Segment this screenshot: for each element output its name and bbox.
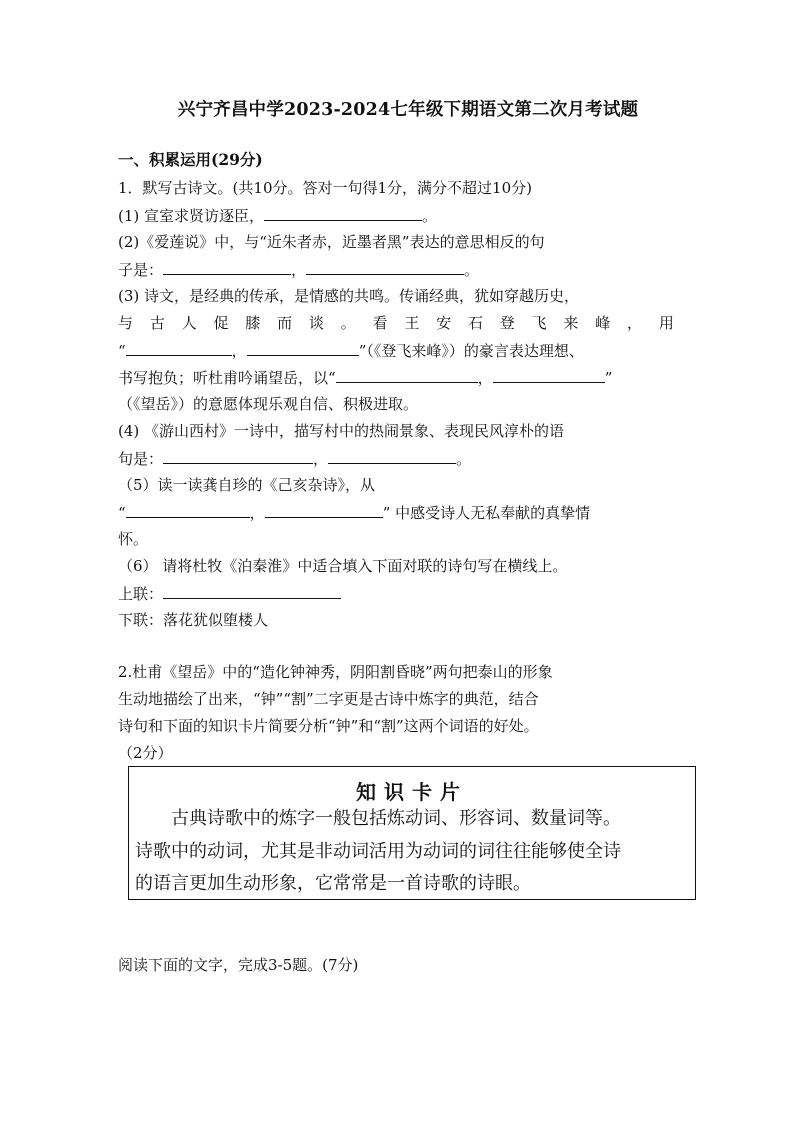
q1-part5-line2 [118,502,590,523]
knowledge-card [128,766,696,900]
q1-part2-line1: (2)《爱莲说》中，与“近朱者赤，近墨者黑”表达的意思相反的句 [118,233,545,251]
q1-part3-line5: （《望岳》）的意愿体现乐观自信、积极进取。 [118,395,419,413]
answer-blank[interactable] [264,205,422,221]
q1-part4-comma: ， [313,450,329,468]
spaced-char: ， [627,314,643,332]
q1-part2-label: 子是： [118,261,164,279]
q1-part1-text: (1) 宣室求贤访逐臣， [118,207,265,225]
spaced-char: 王 [404,314,420,332]
answer-blank[interactable] [306,259,464,275]
q1-part1 [118,205,437,226]
spaced-char: 膝 [245,314,261,332]
knowledge-card-line2: 诗歌中的动词，尤其是非动词活用为动词的词往往能够使全诗 [135,841,621,862]
answer-blank[interactable] [328,448,456,464]
page-title: 兴宁齐昌中学2023-2024七年级下期语文第二次月考试题 [177,100,639,120]
q1-part2-end: 。 [464,261,480,279]
q1-part4-line1: (4) 《游山西村》一诗中，描写村中的热闹景象、表现民风淳朴的语 [118,422,565,440]
spaced-char: 谈 [308,314,324,332]
reading-instruction: 阅读下面的文字，完成3-5题。(7分) [118,956,359,974]
spaced-char: 用 [658,314,674,332]
q1-part4-line2 [118,448,471,469]
q1-part1-end: 。 [422,207,438,225]
answer-blank[interactable] [163,448,313,464]
answer-blank[interactable] [126,340,232,356]
q1-part4-label: 句是： [118,450,164,468]
q1-part2-line2 [118,259,479,280]
q1-part3-line1: (3) 诗文，是经典的传承，是情感的共鸣。传诵经典，犹如穿越历史， [118,287,580,305]
q1-part3-line3 [118,340,584,361]
spaced-char: 看 [372,314,388,332]
spaced-char: 登 [499,314,515,332]
q2-line2: 生动地描绘了出来，“钟”“割”二字更是古诗中炼字的典范，结合 [118,690,539,708]
answer-blank[interactable] [163,259,291,275]
answer-blank[interactable] [336,367,478,383]
spaced-char: 与 [118,314,134,332]
q1-part3-line4 [118,367,612,388]
knowledge-card-title: 知识卡片 [356,780,468,804]
q2-line3: 诗句和下面的知识卡片简要分析“钟”和“割”这两个词语的好处。 [118,717,539,735]
q1-part3-line3-tail: ”（《登飞来峰》）的豪言表达理想、 [358,342,584,360]
q1-part3-line4-text: 书写抱负；听杜甫吟诵望岳，以“ [118,369,336,387]
spaced-char: 人 [181,314,197,332]
q2-line1: 2.杜甫《望岳》中的“造化钟神秀，阴阳割昏晓”两句把泰山的形象 [118,663,553,681]
spaced-char: 古 [149,314,165,332]
answer-blank[interactable] [247,340,359,356]
q1-intro: 1．默写古诗文。(共10分。答对一句得1分，满分不超过10分) [118,179,532,197]
knowledge-card-line3: 的语言更加生动形象，它常常是一首诗歌的诗眼。 [135,873,531,894]
q1-part6-line2 [118,583,341,604]
lower-couplet: 下联：落花犹似堕楼人 [118,611,269,629]
q1-part6-line1: （6） 请将杜牧《泊秦淮》中适合填入下面对联的诗句写在横线上。 [118,557,568,575]
quote-open: “ [118,504,126,522]
spaced-char: 。 [340,314,356,332]
q2-line4: （2分） [118,744,173,762]
answer-blank[interactable] [163,583,341,599]
q1-part5-comma: ， [249,504,265,522]
q1-part5-line2-tail: ” 中感受诗人无私奉献的真挚情 [382,504,591,522]
answer-blank[interactable] [265,502,383,518]
section-heading: 一、积累运用(29分) [118,150,263,169]
spaced-char: 促 [213,314,229,332]
q1-part5-line3: 怀。 [118,530,149,548]
q1-part5-line1: （5）读一读龚自珍的《己亥杂诗》，从 [118,476,376,494]
spaced-char: 来 [563,314,579,332]
q1-part3-comma: ， [231,342,247,360]
knowledge-card-line1: 古典诗歌中的炼字一般包括炼动词、形容词、数量词等。 [171,808,621,829]
spaced-char: 而 [277,314,293,332]
answer-blank[interactable] [493,367,605,383]
q1-part3-comma: ， [477,369,493,387]
q1-part3-line2 [118,313,674,333]
upper-couplet-label: 上联： [118,585,164,603]
spaced-char: 石 [467,314,483,332]
q1-part4-end: 。 [456,450,472,468]
q1-part2-comma: ， [291,261,307,279]
spaced-char: 峰 [595,314,611,332]
spaced-char: 飞 [531,314,547,332]
answer-blank[interactable] [126,502,250,518]
quote-open: “ [118,342,126,360]
quote-close: ” [604,369,613,387]
spaced-char: 安 [436,314,452,332]
